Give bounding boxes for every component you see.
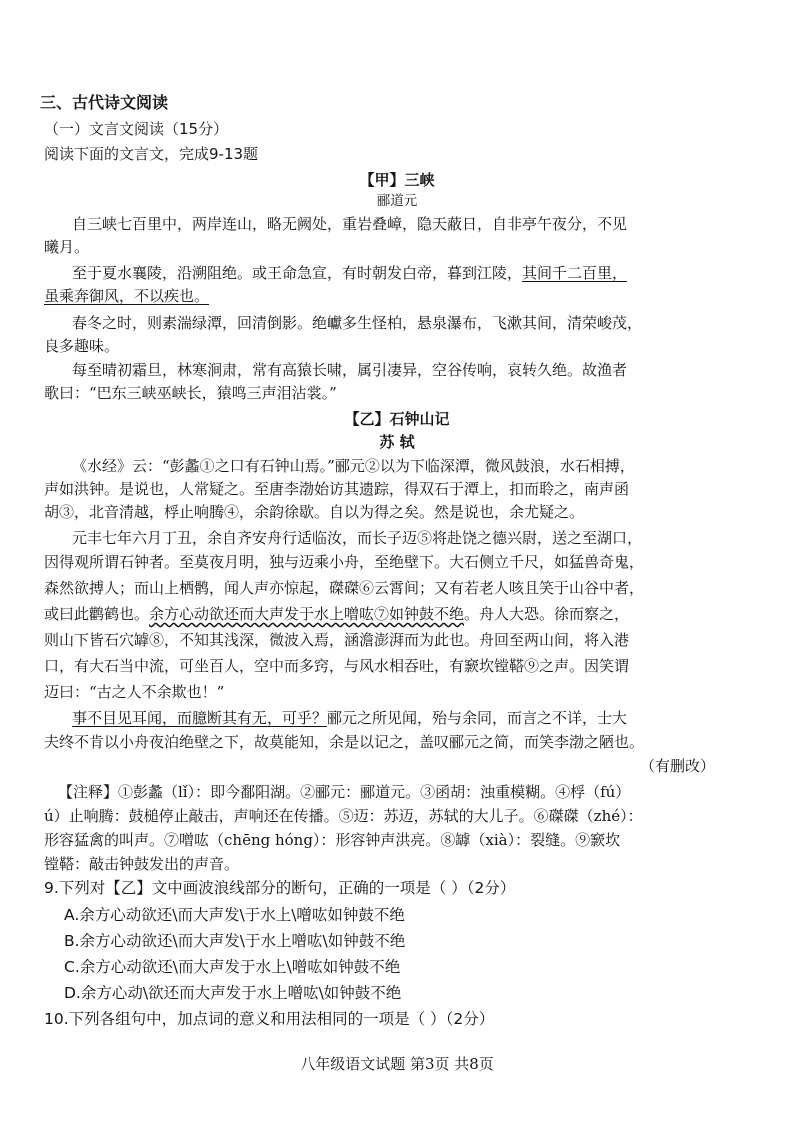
yi-line-11-tail: 郦元之所见闻，殆与余同，而言之不详，士大 — [327, 709, 628, 727]
jia-line-1: 自三峡七百里中，两岸连山，略无阙处，重岩叠嶂，隐天蔽日，自非亭午夜分，不见 — [72, 215, 628, 233]
jia-underlined-2: 虽乘奔御风，不以疾也。 — [44, 287, 210, 305]
yi-line-10: 迈曰：“古之人不余欺也！” — [44, 683, 225, 701]
yi-line-4: 元丰七年六月丁丑，余自齐安舟行适临汝，而长子迈⑤将赴饶之德兴尉，送之至湖口， — [72, 529, 643, 547]
yi-line-9: 口，有大石当中流，可坐百人，空中而多窍，与风水相吞吐，有窾坎镗鞳⑨之声。因笑谓 — [44, 657, 630, 675]
yi-line-3: 胡③，北音清越，桴止响腾④，余韵徐歇。自以为得之矣。然是说也，余尤疑之。 — [44, 503, 585, 521]
jia-underlined-1: 其间千二百里， — [522, 264, 628, 282]
yi-line-7-tail: 。舟人大恐。徐而察之， — [464, 605, 630, 623]
jia-title: 【甲】三峡 — [359, 171, 435, 189]
notes-line-4: 镗鞳：敲击钟鼓发出的声音。 — [44, 855, 240, 873]
jia-author: 郦道元 — [376, 193, 418, 209]
q10-stem: 10.下列各组句中，加点词的意义和用法相同的一项是（ ）（2分） — [44, 1010, 495, 1028]
yi-underlined-sentence: 事不目见耳闻，而臆断其有无，可乎？ — [72, 709, 328, 727]
yi-source-note: （有删改） — [640, 757, 716, 775]
yi-title: 【乙】石钟山记 — [344, 410, 450, 428]
notes-line-3: 形容猛禽的叫声。⑦噌吰（chēng hóng）：形容钟声洪亮。⑧罅（xià）：裂缝。⑨窾坎 — [44, 831, 621, 849]
jia-line-2: 曦月。 — [44, 238, 90, 256]
yi-line-12: 夫终不肯以小舟夜泊绝壁之下，故莫能知，余是以记之，盖叹郦元之简，而笑李渤之陋也。 — [44, 733, 645, 751]
yi-line-7 — [44, 603, 629, 625]
jia-line-7: 良多趣味。 — [44, 337, 120, 355]
notes-line-1: 【注释】①彭蠡（lǐ）：即今鄱阳湖。②郦元：郦道元。③函胡：浊重模糊。④桴（fú） — [58, 783, 631, 801]
q9-option-c: C.余方心动欲还\而大声发于水上\噌吰如钟鼓不绝 — [64, 958, 401, 976]
jia-line-3-text: 至于夏水襄陵，沿溯阻绝。或王命急宣，有时朝发白帝，暮到江陵， — [72, 264, 523, 282]
yi-line-11 — [72, 707, 627, 729]
yi-author: 苏 轼 — [379, 433, 415, 451]
jia-line-9: 歌曰：“巴东三峡巫峡长，猿鸣三声泪沾裳。” — [44, 384, 337, 402]
yi-line-8: 则山下皆石穴罅⑧，不知其浅深，微波入焉，涵澹澎湃而为此也。舟回至两山间，将入港 — [44, 631, 630, 649]
q9-option-d: D.余方心动\欲还而大声发于水上噌吰\如钟鼓不绝 — [64, 984, 402, 1002]
q9-stem: 9.下列对【乙】文中画波浪线部分的断句，正确的一项是（ ）（2分） — [44, 879, 516, 897]
instruction: 阅读下面的文言文，完成9-13题 — [44, 145, 259, 163]
jia-line-8: 每至晴初霜旦，林寒涧肃，常有高猿长啸，属引凄异，空谷传响，哀转久绝。故渔者 — [72, 361, 628, 379]
yi-line-7-text: 或曰此鹳鹤也。 — [44, 605, 150, 623]
q9-option-b: B.余方心动欲还\而大声发\于水上噌吰\如钟鼓不绝 — [64, 932, 406, 950]
q9-option-a: A.余方心动欲还\而大声发\于水上\噌吰如钟鼓不绝 — [64, 906, 405, 924]
subsection-title: （一）文言文阅读（15分） — [44, 120, 229, 138]
page-footer: 八年级语文试题 第3页 共8页 — [300, 1055, 494, 1073]
yi-line-1: 《水经》云：“彭蠡①之口有石钟山焉。”郦元②以为下临深潭，微风鼓浪，水石相搏， — [72, 457, 635, 475]
yi-wavy-sentence: 余方心动欲还而大声发于水上噌吰⑦如钟鼓不绝 — [149, 605, 465, 623]
yi-line-5: 因得观所谓石钟者。至莫夜月明，独与迈乘小舟，至绝壁下。大石侧立千尺，如猛兽奇鬼， — [44, 553, 645, 571]
notes-line-2: ú）止响腾：鼓槌停止敲击，声响还在传播。⑤迈：苏迈，苏轼的大儿子。⑥磔磔（zhé）： — [44, 807, 643, 825]
yi-line-6: 森然欲搏人；而山上栖鹘，闻人声亦惊起，磔磔⑥云霄间；又有若老人咳且笑于山谷中者， — [44, 579, 645, 597]
jia-line-6: 春冬之时，则素湍绿潭，回清倒影。绝巘多生怪柏，悬泉瀑布，飞漱其间，清荣峻茂， — [72, 314, 643, 332]
yi-line-2: 声如洪钟。是说也，人常疑之。至唐李渤始访其遗踪，得双石于潭上，扣而聆之，南声函 — [44, 480, 630, 498]
jia-line-3 — [72, 262, 627, 284]
section-title: 三、古代诗文阅读 — [40, 93, 169, 112]
